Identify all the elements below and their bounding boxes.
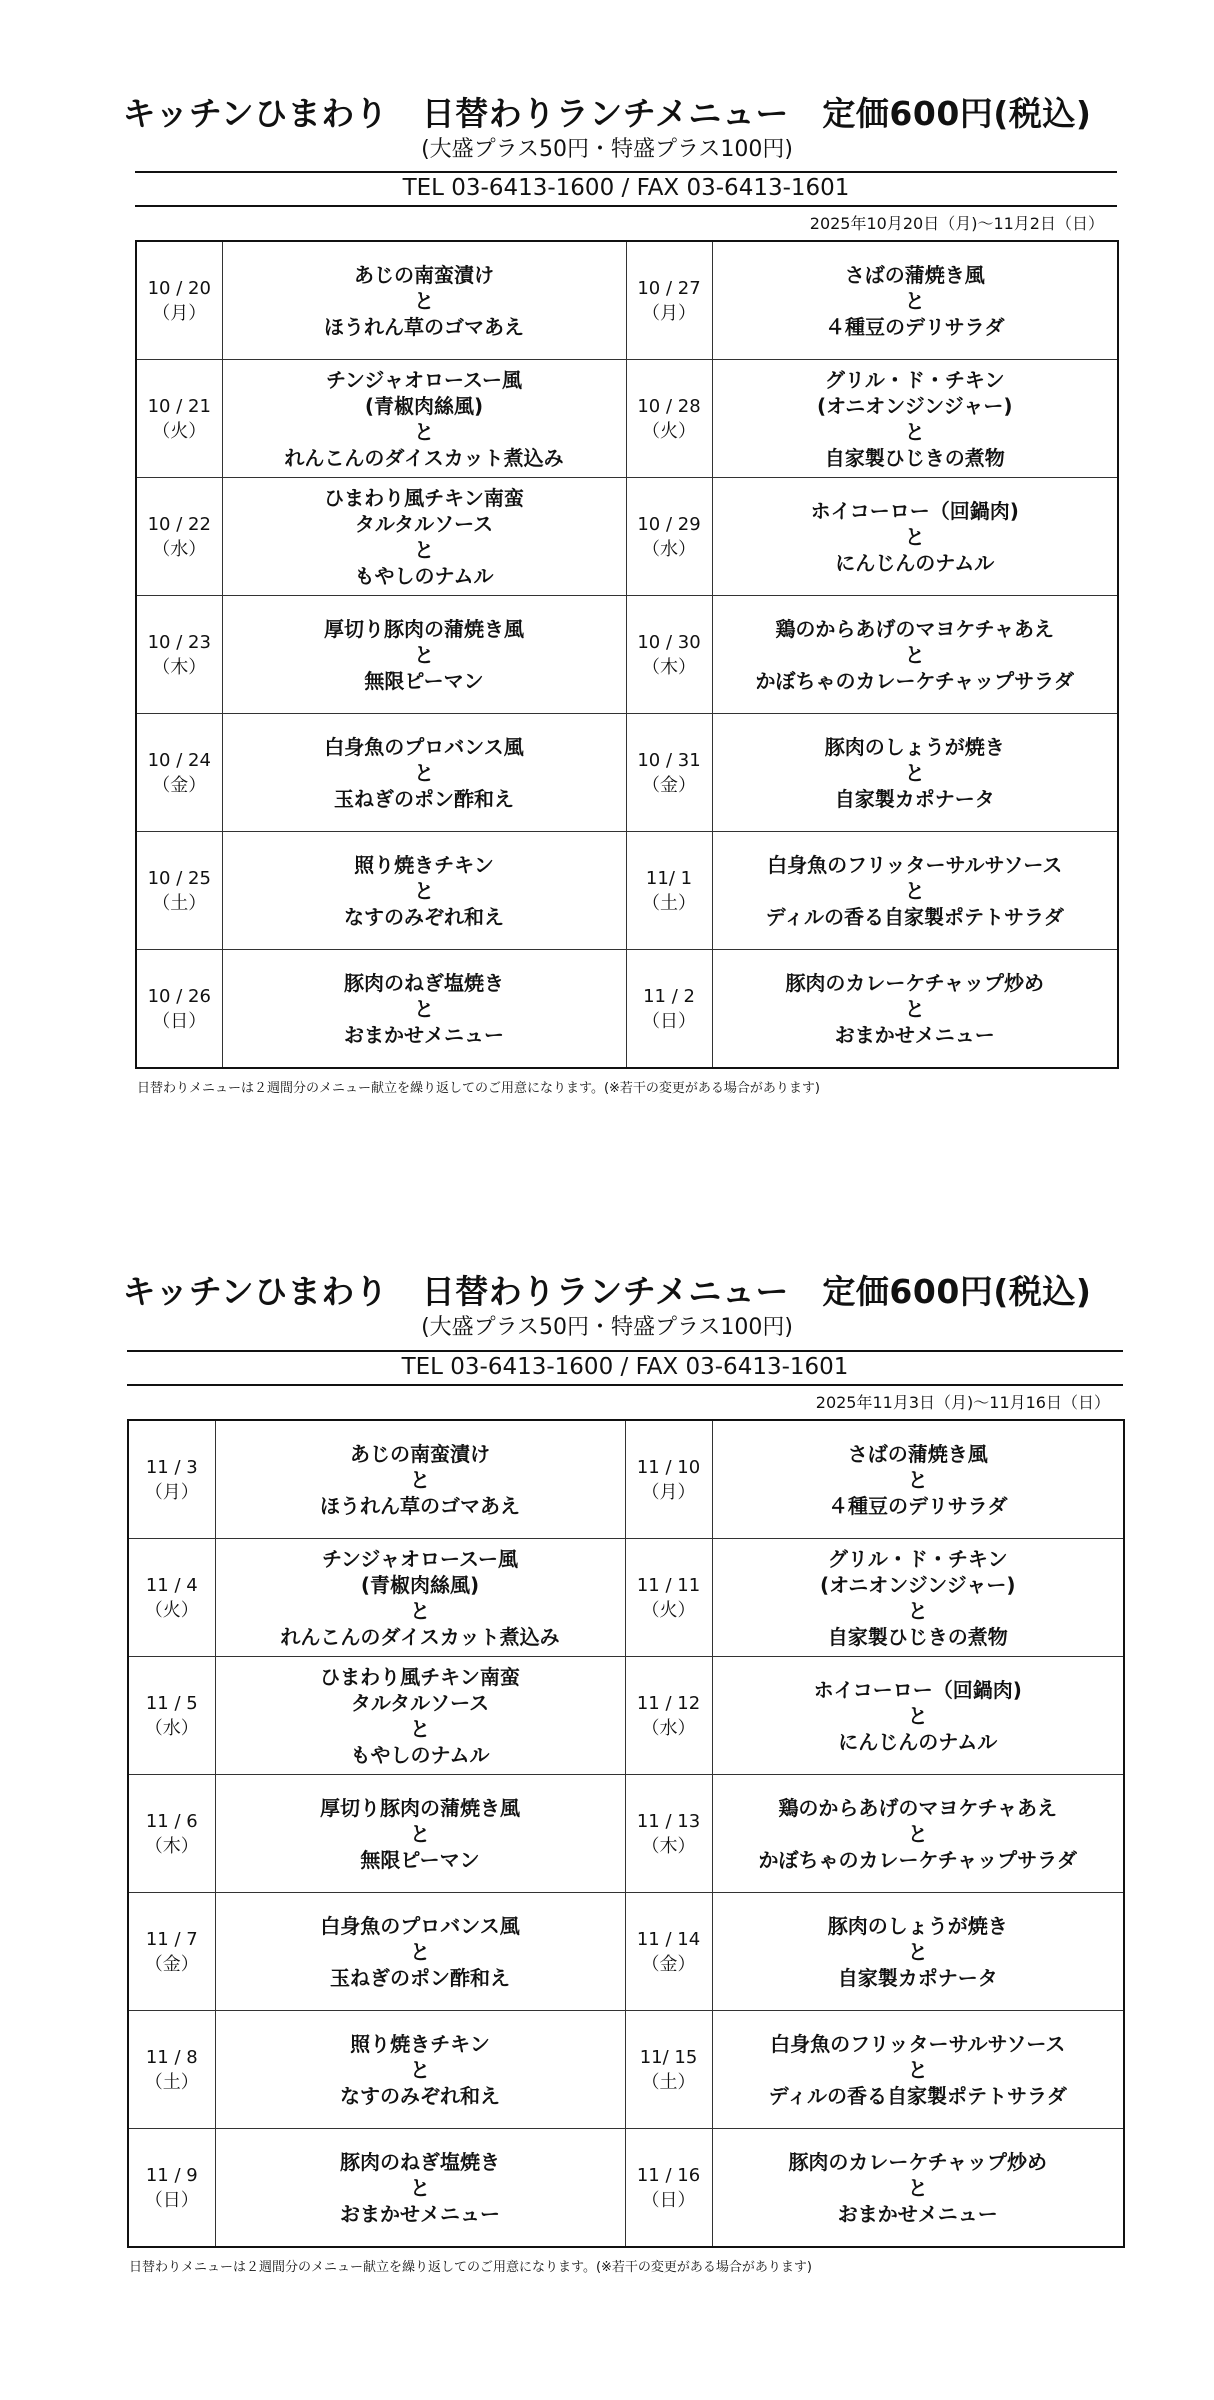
dish-cell [222, 950, 626, 1069]
menu-table [127, 1419, 1125, 2248]
dish-line: と [410, 1716, 430, 1741]
dish-line: 豚肉のカレーケチャップ炒め [788, 2149, 1048, 2174]
dish-line: と [410, 1598, 430, 1623]
dish-line: にんじんのナムル [838, 1729, 998, 1754]
dish-line: あじの南蛮漬け [354, 262, 494, 287]
weekday-label: （日） [642, 1010, 696, 1032]
date-label: 11 / 9 [145, 2164, 198, 2186]
date-cell [128, 1539, 215, 1657]
date-cell [128, 2129, 215, 2248]
date-cell [128, 1775, 215, 1893]
dish-line: (オニオンジンジャー) [819, 1572, 1016, 1597]
dish-line: さばの蒲焼き風 [844, 262, 985, 287]
weekday-label: （水） [642, 538, 696, 560]
date-label: 10 / 20 [147, 277, 211, 299]
date-cell [625, 1775, 712, 1893]
date-label: 10 / 28 [637, 395, 701, 417]
date-cell [128, 2011, 215, 2129]
period-label: 2025年11月3日（月)〜11月16日（日） [815, 1393, 1110, 1412]
dish-line: と [904, 524, 925, 549]
weekday-label: （月） [642, 302, 696, 324]
weekday-label: （日） [641, 2189, 696, 2211]
date-cell [626, 832, 712, 950]
dish-line: あじの南蛮漬け [350, 1441, 490, 1466]
dish-line: と [414, 878, 434, 903]
date-cell [136, 478, 222, 596]
dish-line: おまかせメニュー [834, 1022, 995, 1047]
dish-cell [712, 478, 1118, 596]
dish-line: と [414, 537, 434, 562]
date-cell [136, 714, 222, 832]
date-cell [136, 832, 222, 950]
dish-cell [222, 241, 626, 360]
weekday-label: （火） [641, 1599, 696, 1621]
date-cell [625, 2011, 712, 2129]
dish-line: 玉ねぎのポン酢和え [330, 1965, 510, 1990]
menu-note: 日替わりメニューは２週間分のメニュー献立を繰り返してのご用意になります。(※若干の変更がある場合があります) [137, 1081, 820, 1096]
weekday-label: （木） [641, 1835, 696, 1857]
dish-line: 自家製ひじきの煮物 [827, 1624, 1008, 1649]
dish-line: 豚肉のカレーケチャップ炒め [785, 970, 1045, 995]
dish-line: 厚切り豚肉の蒲焼き風 [320, 1795, 520, 1820]
weekday-label: （土） [144, 2071, 199, 2093]
weekday-label: （月） [152, 302, 207, 324]
table-row [128, 1657, 1124, 1775]
date-label: 10 / 30 [637, 631, 701, 653]
date-label: 11 / 13 [636, 1810, 701, 1832]
date-cell [128, 1420, 215, 1539]
date-label: 10 / 26 [147, 985, 211, 1007]
dish-line: チンジャオロースー風 [325, 367, 523, 392]
table-row [128, 2011, 1124, 2129]
date-cell [626, 714, 712, 832]
date-cell [626, 241, 712, 360]
date-label: 11 / 7 [145, 1928, 198, 1950]
table-row [136, 832, 1118, 950]
dish-line: ディルの香る自家製ポテトサラダ [768, 2083, 1067, 2108]
dish-line: と [907, 2057, 928, 2082]
dish-line: と [907, 1598, 928, 1623]
dish-cell [712, 360, 1118, 478]
dish-line: (青椒肉絲風) [364, 393, 484, 418]
dish-line: 無限ピーマン [364, 668, 484, 693]
page-subtitle: (大盛プラス50円・特盛プラス100円) [421, 137, 793, 162]
table-row [136, 950, 1118, 1069]
dish-line: ひまわり風チキン南蛮 [320, 1664, 520, 1689]
dish-line: 照り焼きチキン [354, 852, 494, 877]
date-cell [136, 950, 222, 1069]
date-label: 11 / 11 [636, 1574, 701, 1596]
dish-line: と [907, 2175, 928, 2200]
dish-line: 豚肉のしょうが焼き [827, 1913, 1008, 1938]
dish-cell [215, 1420, 625, 1539]
dish-line: ほうれん草のゴマあえ [320, 1493, 520, 1518]
dish-line: と [904, 419, 925, 444]
dish-line: 白身魚のフリッターサルサソース [770, 2031, 1066, 2056]
dish-cell [712, 2129, 1124, 2248]
date-cell [625, 1420, 712, 1539]
dish-line: と [410, 2057, 430, 2082]
dish-line: グリル・ド・チキン [824, 367, 1005, 392]
dish-line: (オニオンジンジャー) [816, 393, 1013, 418]
date-cell [625, 1893, 712, 2011]
table-row [128, 1893, 1124, 2011]
date-label: 10 / 25 [147, 867, 211, 889]
weekday-label: （金） [642, 774, 696, 796]
dish-line: おまかせメニュー [837, 2201, 998, 2226]
dish-line: と [904, 760, 925, 785]
date-cell [626, 360, 712, 478]
date-cell [128, 1657, 215, 1775]
date-cell [128, 1893, 215, 2011]
date-label: 11 / 6 [145, 1810, 198, 1832]
table-row [136, 596, 1118, 714]
dish-cell [712, 950, 1118, 1069]
dish-line: と [410, 1939, 430, 1964]
dish-cell [712, 1775, 1124, 1893]
dish-line: と [904, 878, 925, 903]
date-label: 11 / 3 [145, 1456, 198, 1478]
weekday-label: （土） [642, 892, 696, 914]
table-row [128, 1539, 1124, 1657]
dish-cell [215, 1657, 625, 1775]
date-cell [136, 360, 222, 478]
dish-line: タルタルソース [350, 1690, 490, 1715]
dish-line: もやしのナムル [354, 563, 494, 588]
date-label: 10 / 29 [637, 513, 701, 535]
table-row [136, 360, 1118, 478]
date-cell [625, 1539, 712, 1657]
dish-cell [712, 241, 1118, 360]
date-cell [626, 950, 712, 1069]
dish-line: 自家製カポナータ [834, 786, 995, 811]
dish-cell [215, 1539, 625, 1657]
dish-line: と [907, 1467, 928, 1492]
dish-line: ディルの香る自家製ポテトサラダ [765, 904, 1064, 929]
date-label: 11 / 2 [643, 985, 695, 1007]
table-row [128, 1420, 1124, 1539]
date-label: 10 / 23 [147, 631, 211, 653]
dish-line: おまかせメニュー [340, 2201, 500, 2226]
weekday-label: （木） [144, 1835, 199, 1857]
date-cell [625, 1657, 712, 1775]
date-cell [626, 596, 712, 714]
dish-line: 豚肉のねぎ塩焼き [344, 970, 504, 995]
dish-line: にんじんのナムル [835, 550, 995, 575]
dish-line: 豚肉のしょうが焼き [824, 734, 1005, 759]
dish-line: と [414, 419, 434, 444]
page-title: キッチンひまわり 日替わりランチメニュー 定価600円(税込) [122, 1272, 1092, 1311]
dish-line: と [907, 1939, 928, 1964]
contact-line: TEL 03-6413-1600 / FAX 03-6413-1601 [135, 171, 1117, 207]
table-row [128, 1775, 1124, 1893]
dish-line: ホイコーロー（回鍋肉) [810, 498, 1019, 523]
weekday-label: （火） [152, 420, 207, 442]
dish-line: おまかせメニュー [344, 1022, 504, 1047]
weekday-label: （水） [144, 1717, 199, 1739]
dish-line: なすのみぞれ和え [340, 2083, 500, 2108]
table-row [136, 478, 1118, 596]
dish-line: チンジャオロースー風 [321, 1546, 519, 1571]
contact-line: TEL 03-6413-1600 / FAX 03-6413-1601 [127, 1350, 1123, 1386]
dish-cell [222, 596, 626, 714]
dish-cell [222, 360, 626, 478]
dish-cell [215, 2011, 625, 2129]
weekday-label: （水） [641, 1717, 696, 1739]
dish-cell [222, 714, 626, 832]
dish-line: 玉ねぎのポン酢和え [334, 786, 514, 811]
period-label: 2025年10月20日（月)〜11月2日（日） [809, 214, 1104, 233]
weekday-label: （木） [152, 656, 207, 678]
menu-note: 日替わりメニューは２週間分のメニュー献立を繰り返してのご用意になります。(※若干の変更がある場合があります) [129, 2260, 812, 2275]
dish-cell [222, 478, 626, 596]
date-label: 10 / 27 [637, 277, 701, 299]
date-label: 11 / 16 [636, 2164, 701, 2186]
date-label: 10 / 22 [147, 513, 211, 535]
date-label: 11 / 5 [145, 1692, 198, 1714]
dish-cell [712, 1893, 1124, 2011]
dish-line: 白身魚のプロバンス風 [320, 1913, 520, 1938]
date-label: 11 / 8 [145, 2046, 198, 2068]
menu-table-body [136, 241, 1118, 1068]
dish-line: と [410, 2175, 430, 2200]
date-label: 11/ 15 [639, 2046, 698, 2068]
dish-line: もやしのナムル [350, 1742, 490, 1767]
date-label: 11/ 1 [645, 867, 693, 889]
dish-line: タルタルソース [354, 511, 494, 536]
dish-line: 無限ピーマン [360, 1847, 480, 1872]
dish-line: と [414, 642, 434, 667]
weekday-label: （火） [642, 420, 696, 442]
weekday-label: （月） [641, 1481, 696, 1503]
date-label: 11 / 4 [145, 1574, 198, 1596]
dish-line: グリル・ド・チキン [827, 1546, 1008, 1571]
date-cell [626, 478, 712, 596]
dish-cell [222, 832, 626, 950]
dish-cell [712, 832, 1118, 950]
dish-cell [215, 2129, 625, 2248]
dish-line: さばの蒲焼き風 [847, 1441, 988, 1466]
dish-line: 鶏のからあげのマヨケチャあえ [775, 616, 1055, 641]
date-cell [136, 241, 222, 360]
table-row [136, 241, 1118, 360]
date-label: 10 / 21 [147, 395, 211, 417]
date-cell [136, 596, 222, 714]
page-title: キッチンひまわり 日替わりランチメニュー 定価600円(税込) [122, 94, 1092, 133]
dish-cell [712, 2011, 1124, 2129]
dish-line: 照り焼きチキン [350, 2031, 490, 2056]
dish-line: と [904, 642, 925, 667]
dish-line: れんこんのダイスカット煮込み [284, 445, 564, 470]
dish-line: (青椒肉絲風) [360, 1572, 480, 1597]
dish-line: と [414, 760, 434, 785]
dish-line: ホイコーロー（回鍋肉) [813, 1677, 1022, 1702]
dish-cell [712, 596, 1118, 714]
dish-line: かぼちゃのカレーケチャップサラダ [758, 1847, 1077, 1872]
weekday-label: （土） [641, 2071, 696, 2093]
weekday-label: （土） [152, 892, 207, 914]
dish-line: 自家製カポナータ [837, 1965, 998, 1990]
dish-line: ひまわり風チキン南蛮 [324, 485, 524, 510]
dish-line: 厚切り豚肉の蒲焼き風 [324, 616, 524, 641]
dish-line: ４種豆のデリサラダ [828, 1493, 1008, 1518]
dish-line: 鶏のからあげのマヨケチャあえ [778, 1795, 1058, 1820]
dish-line: と [907, 1821, 928, 1846]
dish-line: 豚肉のねぎ塩焼き [340, 2149, 500, 2174]
dish-line: かぼちゃのカレーケチャップサラダ [755, 668, 1074, 693]
dish-line: と [410, 1821, 430, 1846]
dish-line: 白身魚のフリッターサルサソース [767, 852, 1063, 877]
menu-table-body [128, 1420, 1124, 2247]
weekday-label: （日） [144, 2189, 199, 2211]
dish-line: なすのみぞれ和え [344, 904, 504, 929]
weekday-label: （日） [152, 1010, 207, 1032]
dish-line: ほうれん草のゴマあえ [324, 314, 524, 339]
dish-line: と [414, 996, 434, 1021]
dish-line: と [904, 996, 925, 1021]
weekday-label: （木） [642, 656, 696, 678]
dish-cell [712, 1657, 1124, 1775]
date-label: 10 / 31 [637, 749, 701, 771]
weekday-label: （水） [152, 538, 207, 560]
dish-cell [712, 1539, 1124, 1657]
date-label: 11 / 14 [636, 1928, 701, 1950]
table-row [128, 2129, 1124, 2248]
dish-cell [215, 1775, 625, 1893]
dish-line: 自家製ひじきの煮物 [824, 445, 1005, 470]
dish-line: と [904, 288, 925, 313]
dish-line: と [410, 1467, 430, 1492]
dish-line: ４種豆のデリサラダ [825, 314, 1005, 339]
weekday-label: （月） [144, 1481, 199, 1503]
weekday-label: （金） [641, 1953, 696, 1975]
dish-cell [712, 1420, 1124, 1539]
date-cell [625, 2129, 712, 2248]
date-label: 10 / 24 [147, 749, 211, 771]
dish-cell [215, 1893, 625, 2011]
dish-line: 白身魚のプロバンス風 [324, 734, 524, 759]
menu-table [135, 240, 1119, 1069]
weekday-label: （火） [144, 1599, 199, 1621]
dish-line: と [907, 1703, 928, 1728]
table-row [136, 714, 1118, 832]
page-subtitle: (大盛プラス50円・特盛プラス100円) [421, 1315, 793, 1340]
weekday-label: （金） [152, 774, 207, 796]
date-label: 11 / 10 [636, 1456, 701, 1478]
dish-cell [712, 714, 1118, 832]
weekday-label: （金） [144, 1953, 199, 1975]
date-label: 11 / 12 [636, 1692, 701, 1714]
dish-line: と [414, 288, 434, 313]
dish-line: れんこんのダイスカット煮込み [280, 1624, 560, 1649]
